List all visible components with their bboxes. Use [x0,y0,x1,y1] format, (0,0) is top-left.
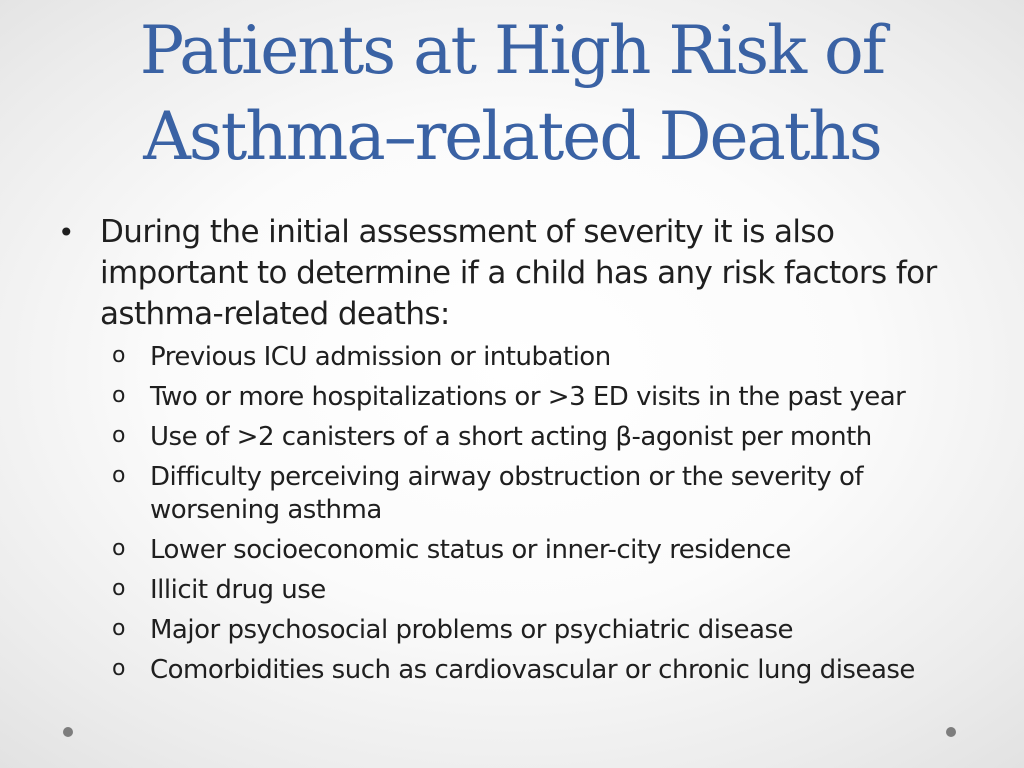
slide-title [0,8,1024,180]
circle-marker-icon: o [112,656,125,681]
list-item [58,534,978,567]
risk-factor-text: Lower socioeconomic status or inner-city residence [150,535,791,565]
risk-factor-list [58,341,978,687]
risk-factor-text: Use of >2 canisters of a short acting β-agonist per month [150,422,872,452]
list-item [58,341,978,374]
slide-title-line-2: Asthma–related Deaths [143,98,881,175]
list-item [58,654,978,687]
decorative-dot-left [63,727,73,737]
slide-title-line-1: Patients at High Risk of [139,12,885,89]
risk-factor-text: Comorbidities such as cardiovascular or chronic lung disease [150,655,915,685]
circle-marker-icon: o [112,423,125,448]
list-item [58,381,978,414]
risk-factor-text: Illicit drug use [150,575,326,605]
risk-factor-text: Difficulty perceiving airway obstruction or the severity of worsening asthma [150,462,864,525]
circle-marker-icon: o [112,463,125,488]
list-item [58,421,978,454]
risk-factor-text: Major psychosocial problems or psychiatric disease [150,615,793,645]
slide-content [58,212,978,694]
risk-factor-text: Two or more hospitalizations or >3 ED visits in the past year [150,382,906,412]
decorative-dot-right [946,727,956,737]
list-item [58,614,978,647]
list-item [58,574,978,607]
circle-marker-icon: o [112,576,125,601]
circle-marker-icon: o [112,343,125,368]
circle-marker-icon: o [112,536,125,561]
risk-factor-text: Previous ICU admission or intubation [150,342,611,372]
intro-text: During the initial assessment of severity it is also important to determine if a child has any risk factors for asthma-related deaths: [100,214,937,332]
list-item [58,461,978,527]
circle-marker-icon: o [112,616,125,641]
circle-marker-icon: o [112,383,125,408]
bullet-dot-icon: • [58,216,74,249]
intro-bullet [58,212,978,335]
